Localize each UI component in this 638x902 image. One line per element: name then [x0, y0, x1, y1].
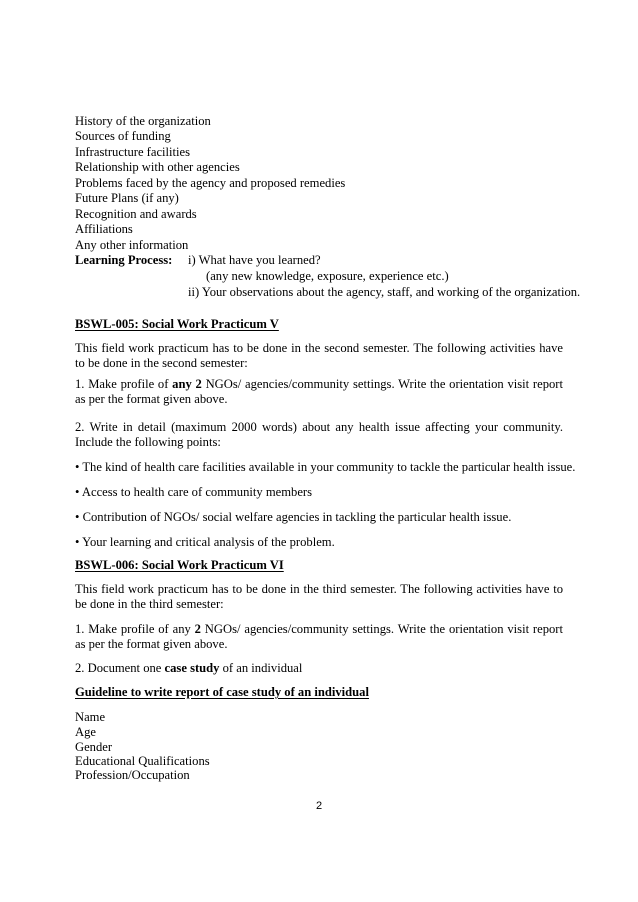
guideline-item: Name [75, 710, 106, 724]
profile-item: Any other information [75, 238, 189, 252]
profile-item: Affiliations [75, 222, 133, 236]
profile-item: Problems faced by the agency and proposed remedies [75, 176, 346, 190]
learning-item-1: i) What have you learned? [188, 253, 321, 267]
profile-item: Relationship with other agencies [75, 160, 240, 174]
section-heading-bswl-006: BSWL-006: Social Work Practicum VI [75, 558, 284, 572]
bswl-006-point-1: 1. Make profile of any 2 NGOs/ agencies/community settings. Write the orientation visit report as per the format given above. [75, 622, 563, 651]
bullet-item: • Contribution of NGOs/ social welfare agencies in tackling the particular health issue. [75, 510, 512, 524]
bullet-item: • The kind of health care facilities available in your community to tackle the particular health issue. [75, 460, 576, 474]
bullet-icon: • [75, 460, 80, 474]
learning-item-1-note: (any new knowledge, exposure, experience etc.) [206, 269, 449, 283]
profile-item: Sources of funding [75, 129, 171, 143]
learning-process-label: Learning Process: [75, 253, 173, 267]
bswl-005-point-1: 1. Make profile of any 2 NGOs/ agencies/community settings. Write the orientation visit report as per the format given above. [75, 377, 563, 406]
bullet-icon: • [75, 485, 80, 499]
profile-item: History of the organization [75, 114, 211, 128]
profile-item: Future Plans (if any) [75, 191, 179, 205]
guideline-heading: Guideline to write report of case study of an individual [75, 685, 369, 699]
profile-item: Infrastructure facilities [75, 145, 191, 159]
guideline-item: Gender [75, 740, 113, 754]
guideline-item: Profession/Occupation [75, 768, 190, 782]
section-heading-bswl-005: BSWL-005: Social Work Practicum V [75, 317, 279, 331]
bullet-icon: • [75, 510, 80, 524]
bswl-006-point-2: 2. Document one case study of an individual [75, 661, 303, 675]
learning-item-2: ii) Your observations about the agency, staff, and working of the organization. [188, 285, 581, 299]
bullet-item: • Access to health care of community members [75, 485, 312, 499]
bswl-005-intro: This field work practicum has to be done in the second semester. The following activities have to be done in the second semester: [75, 341, 563, 370]
bswl-006-intro: This field work practicum has to be done in the third semester. The following activities have to be done in the third semester: [75, 582, 563, 611]
page-number: 2 [315, 800, 323, 812]
bullet-icon: • [75, 535, 80, 549]
profile-item: Recognition and awards [75, 207, 197, 221]
bswl-005-point-2: 2. Write in detail (maximum 2000 words) about any health issue affecting your community. Include the following points: [75, 420, 563, 449]
guideline-item: Educational Qualifications [75, 754, 210, 768]
guideline-item: Age [75, 725, 96, 739]
bullet-item: • Your learning and critical analysis of the problem. [75, 535, 335, 549]
